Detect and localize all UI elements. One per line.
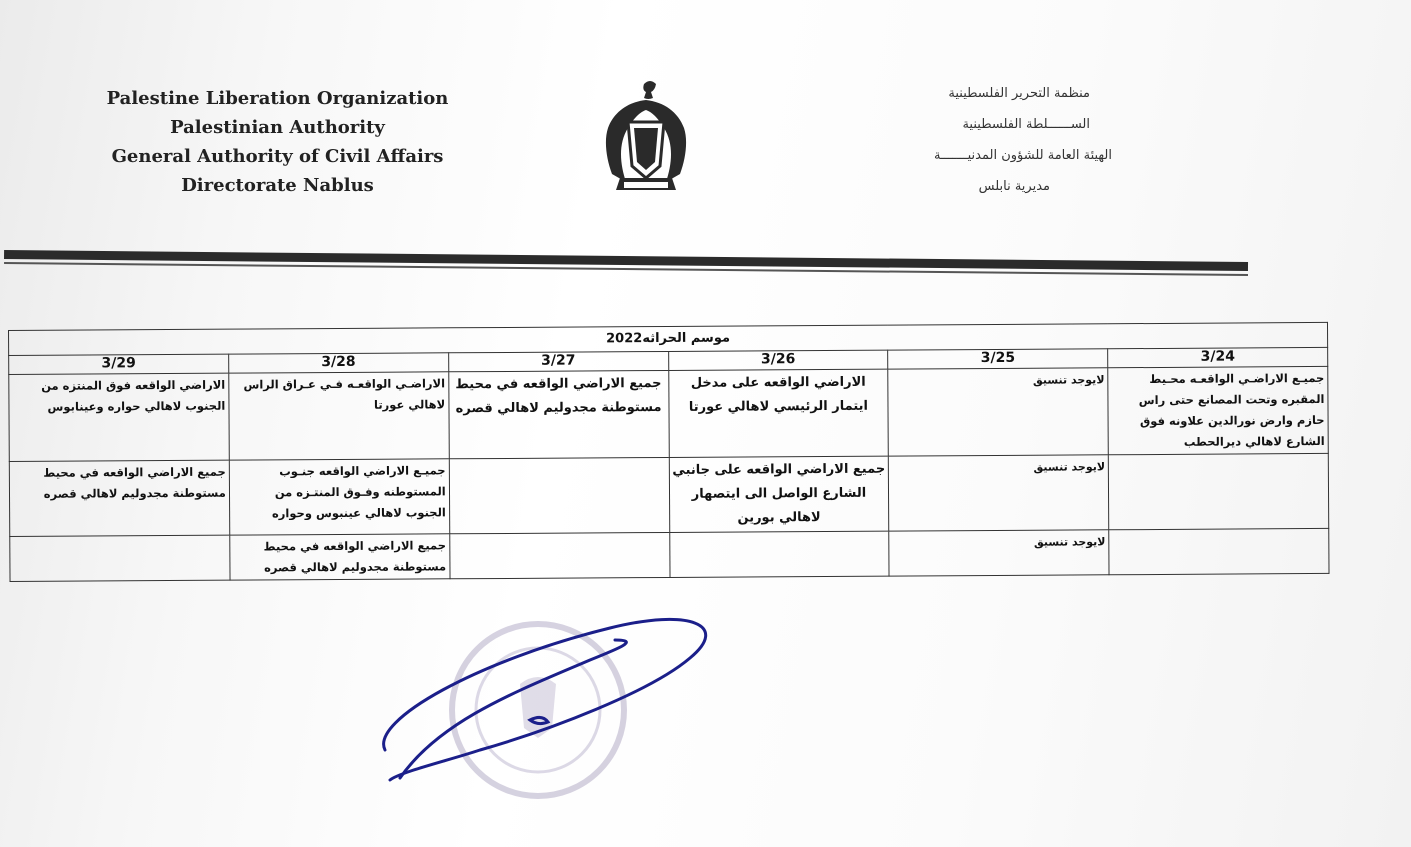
directorate-ar: مديرية نابلس [978, 179, 1050, 194]
general-authority-en: General Authority of Civil Affairs [111, 146, 444, 167]
org-name-ar: منظمة التحرير الفلسطينية [948, 86, 1090, 101]
directorate-en: Directorate Nablus [181, 175, 374, 196]
eagle-emblem-icon [598, 78, 694, 200]
table-cell: جميع الاراضي الواقعه في محيط مستوطنة مجدوليم لاهالي قصره [230, 534, 450, 580]
table-row [9, 453, 1328, 536]
table-cell [449, 532, 669, 578]
table-cell: جميع الاراضي الواقعه في محيط مستوطنة مجدوليم لاهالي قصره [448, 370, 668, 458]
general-authority-ar: الهيئة العامة للشؤون المدنيـــــــة [933, 148, 1112, 163]
table-cell: لايوجد تنسيق [889, 455, 1109, 531]
table-cell: لايوجد تنسيق [889, 530, 1109, 576]
table-cell [1108, 453, 1328, 529]
authority-name-en: Palestinian Authority [170, 117, 385, 138]
table-cell [10, 535, 230, 581]
table-cell: جميـع الاراضي الواقعه جنـوب المستوطنه وفـوق المنتـزه من الجنوب لاهالي عينبوس وحواره [229, 459, 449, 535]
table-cell: الاراضـي الواقعـه فـي عـراق الراس لاهالي عورتا [229, 372, 449, 460]
table-cell: لايوجد تنسيق [888, 368, 1108, 456]
table-cell: الاراضي الواقعه فوق المنتزه من الجنوب لاهالي حواره وعينابوس [9, 373, 229, 461]
table-title: موسم الحراثه2022 [9, 322, 1328, 355]
table-cell [1109, 528, 1329, 574]
date-header: 3/27 [448, 351, 668, 371]
header-english [100, 84, 455, 200]
date-header: 3/29 [9, 354, 229, 374]
signature-stamp-area [360, 600, 720, 800]
table-row [10, 528, 1329, 581]
plowing-schedule-table [8, 322, 1330, 582]
schedule-table-container [8, 322, 1330, 580]
table-cell: الاراضي الواقعه على مدخل ايتمار الرئيسي لاهالي عورتا [668, 369, 888, 457]
date-header: 3/28 [229, 353, 449, 373]
date-header: 3/25 [888, 349, 1108, 369]
table-cell [669, 531, 889, 577]
table-cell: جميع الاراضي الواقعه في محيط مستوطنة مجدوليم لاهالي قصره [9, 460, 229, 536]
table-cell: جميع الاراضي الواقعه على جانبي الشارع الواصل الى ايتصهار لاهالي بورين [669, 456, 889, 532]
org-name-en: Palestine Liberation Organization [106, 88, 449, 109]
table-cell [449, 457, 669, 533]
authority-name-ar: الســــــلطة الفلسطينية [962, 117, 1090, 132]
date-header: 3/24 [1108, 347, 1328, 367]
header-arabic [880, 78, 1140, 202]
date-header: 3/26 [668, 350, 888, 370]
table-row [9, 366, 1329, 461]
table-cell: جميـع الاراضـي الواقعـه محـيط المقبره وتحت المصانع حتى راس حازم وارض نورالدين علاونه فوق الشارع لاهالي ديرالحطب [1108, 366, 1328, 454]
